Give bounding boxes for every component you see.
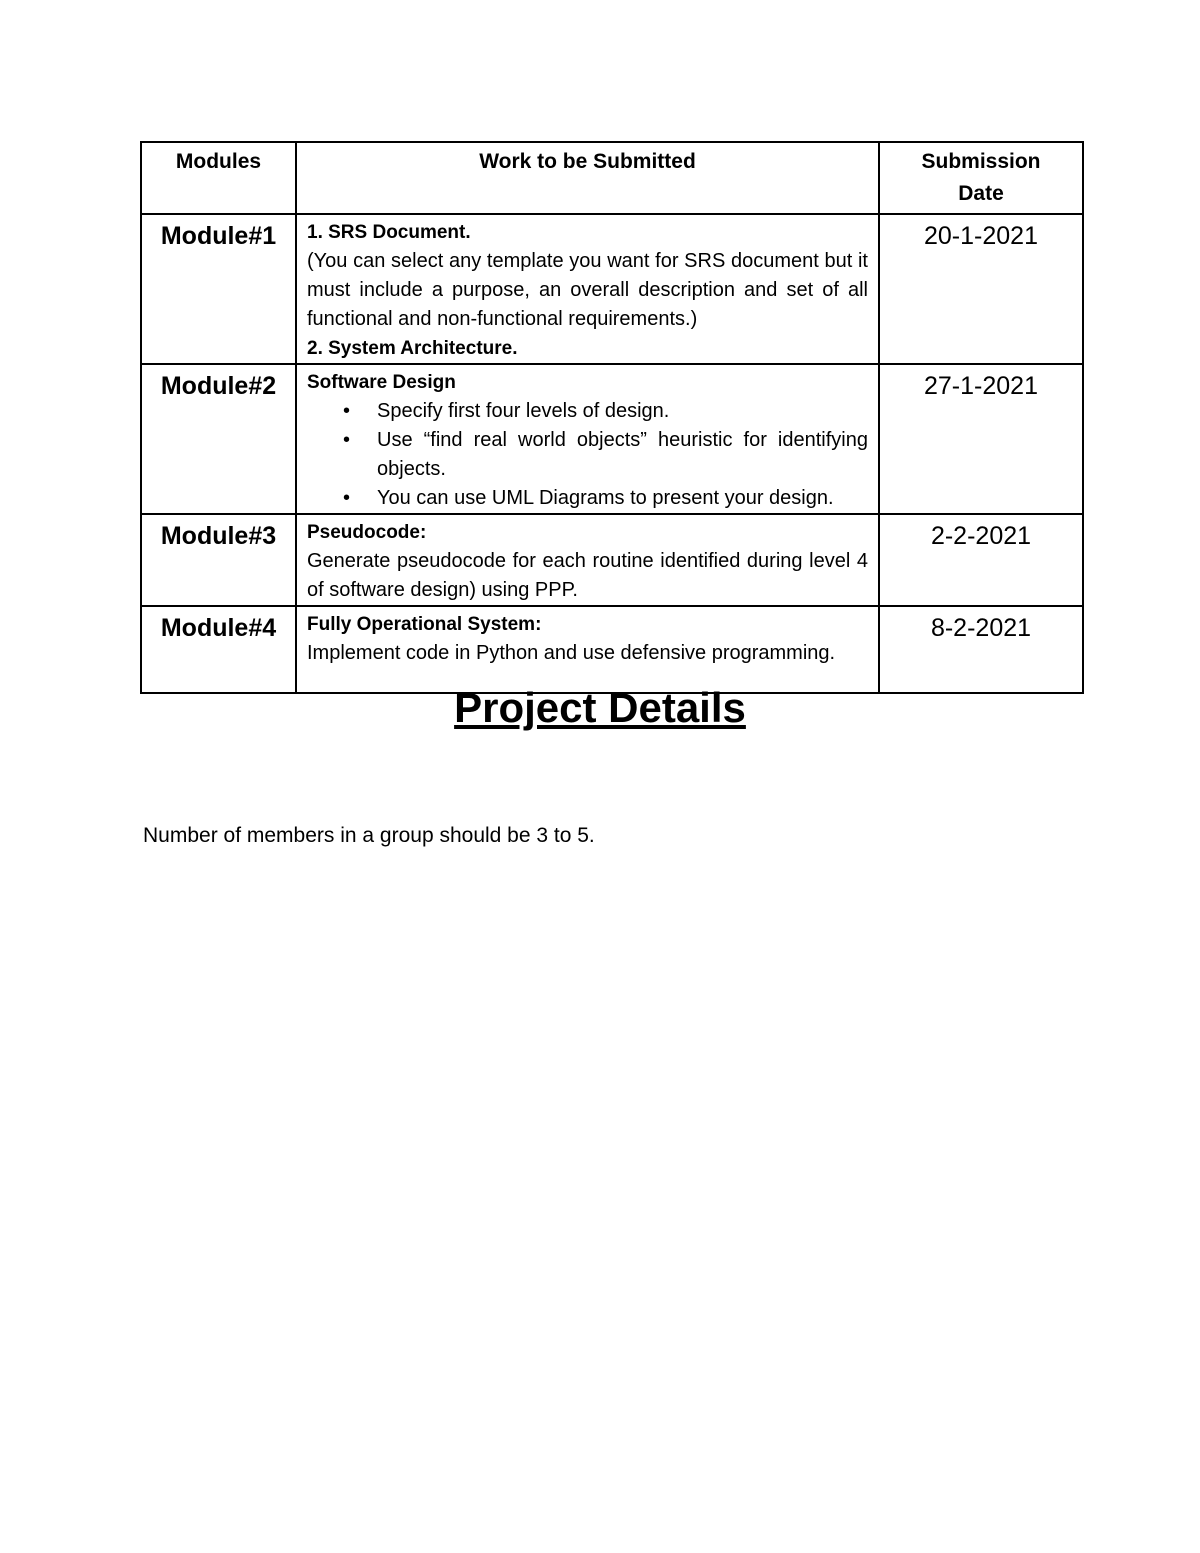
header-work: Work to be Submitted xyxy=(296,142,879,214)
work-cell xyxy=(296,214,879,364)
bullet-icon: • xyxy=(343,400,351,422)
header-date-line1: Submission xyxy=(921,150,1041,173)
work-cell xyxy=(296,514,879,606)
header-date-line2: Date xyxy=(958,182,1004,205)
header-modules: Modules xyxy=(141,142,296,214)
header-submission-date xyxy=(879,142,1083,214)
table-row xyxy=(141,364,1083,514)
work-title: Pseudocode: xyxy=(307,522,427,543)
list-item xyxy=(307,426,868,484)
section-heading: Project Details xyxy=(454,684,746,731)
work-cell xyxy=(296,364,879,514)
submission-date: 27-1-2021 xyxy=(879,364,1083,514)
list-item-text: You can use UML Diagrams to present your design. xyxy=(377,487,834,509)
work-item-architecture: 2. System Architecture. xyxy=(307,338,518,359)
submission-schedule-table xyxy=(140,141,1084,694)
work-description: Generate pseudocode for each routine identified during level 4 of software design) using PPP. xyxy=(307,550,868,601)
work-description: (You can select any template you want for SRS document but it must include a purpose, an overall description and set of all functional and non-functional requirements.) xyxy=(307,250,868,330)
list-item xyxy=(307,484,868,513)
list-item-text: Specify first four levels of design. xyxy=(377,400,670,422)
table-row xyxy=(141,514,1083,606)
module-name: Module#3 xyxy=(141,514,296,606)
list-item-text: Use “find real world objects” heuristic for identifying objects. xyxy=(377,429,868,480)
submission-date: 8-2-2021 xyxy=(879,606,1083,693)
table-header-row xyxy=(141,142,1083,214)
list-item xyxy=(307,397,868,426)
submission-date: 2-2-2021 xyxy=(879,514,1083,606)
table-row xyxy=(141,214,1083,364)
module-name: Module#2 xyxy=(141,364,296,514)
work-item-srs: 1. SRS Document. xyxy=(307,222,471,243)
work-title: Software Design xyxy=(307,372,456,393)
bullet-list xyxy=(307,397,868,513)
group-size-note: Number of members in a group should be 3 to 5. xyxy=(143,824,595,847)
work-description: Implement code in Python and use defensive programming. xyxy=(307,642,836,664)
bullet-icon: • xyxy=(343,429,351,451)
module-name: Module#1 xyxy=(141,214,296,364)
work-title: Fully Operational System: xyxy=(307,614,542,635)
bullet-icon: • xyxy=(343,487,351,509)
submission-date: 20-1-2021 xyxy=(879,214,1083,364)
module-name: Module#4 xyxy=(141,606,296,693)
